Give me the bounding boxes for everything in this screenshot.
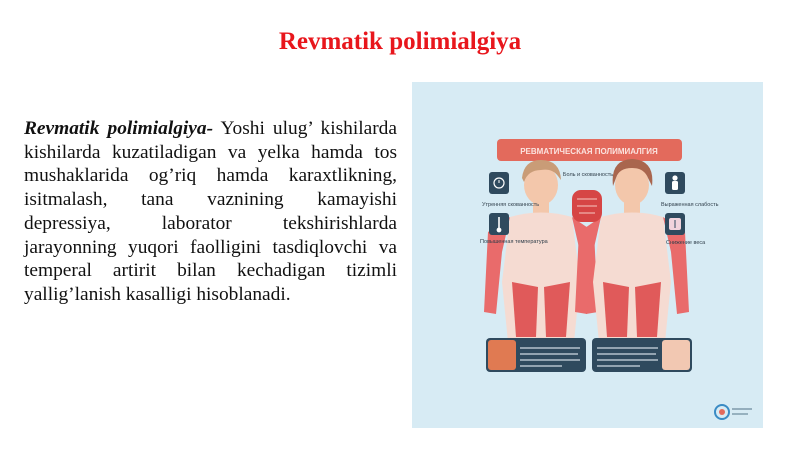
bottom-card-left [486, 338, 586, 372]
weight-loss-icon [665, 213, 685, 235]
logo-icon [715, 405, 752, 419]
label-weight-loss: Снижение веса [666, 240, 706, 246]
definition-text: Yoshi ulug’ kishilarda kishilarda kuzatiladigan va yelka hamda tos mushaklarida og’riq hamda karaxtlikning, isitmalash, tana vaznining kamayishi depressiya, laborator tekshirishlarda jarayonning yuqori faolligini tasdiqlovchi va temperal artirit bilan kechadigan tizimli yallig’lanish kasalligi hisoblanadi. [24, 118, 397, 305]
definition-term: Revmatik polimialgiya- [24, 118, 214, 139]
illustration-canvas [412, 82, 763, 428]
label-morning-stiffness: Утренняя скованность [482, 202, 540, 208]
weakness-icon [665, 172, 685, 194]
thermometer-icon [489, 213, 509, 235]
morning-stiffness-icon [489, 172, 509, 194]
center-label: Боль и скованность [562, 172, 614, 178]
definition-paragraph [24, 117, 397, 307]
banner-text: РЕВМАТИЧЕСКАЯ ПОЛИМИАЛГИЯ [520, 147, 658, 156]
label-fever: Повышенная температура [480, 239, 548, 245]
label-weakness: Выраженная слабость [661, 202, 719, 208]
slide-title: Revmatik polimialgiya [278, 28, 522, 55]
bottom-card-right [592, 338, 692, 372]
polymyalgia-illustration [412, 82, 763, 428]
